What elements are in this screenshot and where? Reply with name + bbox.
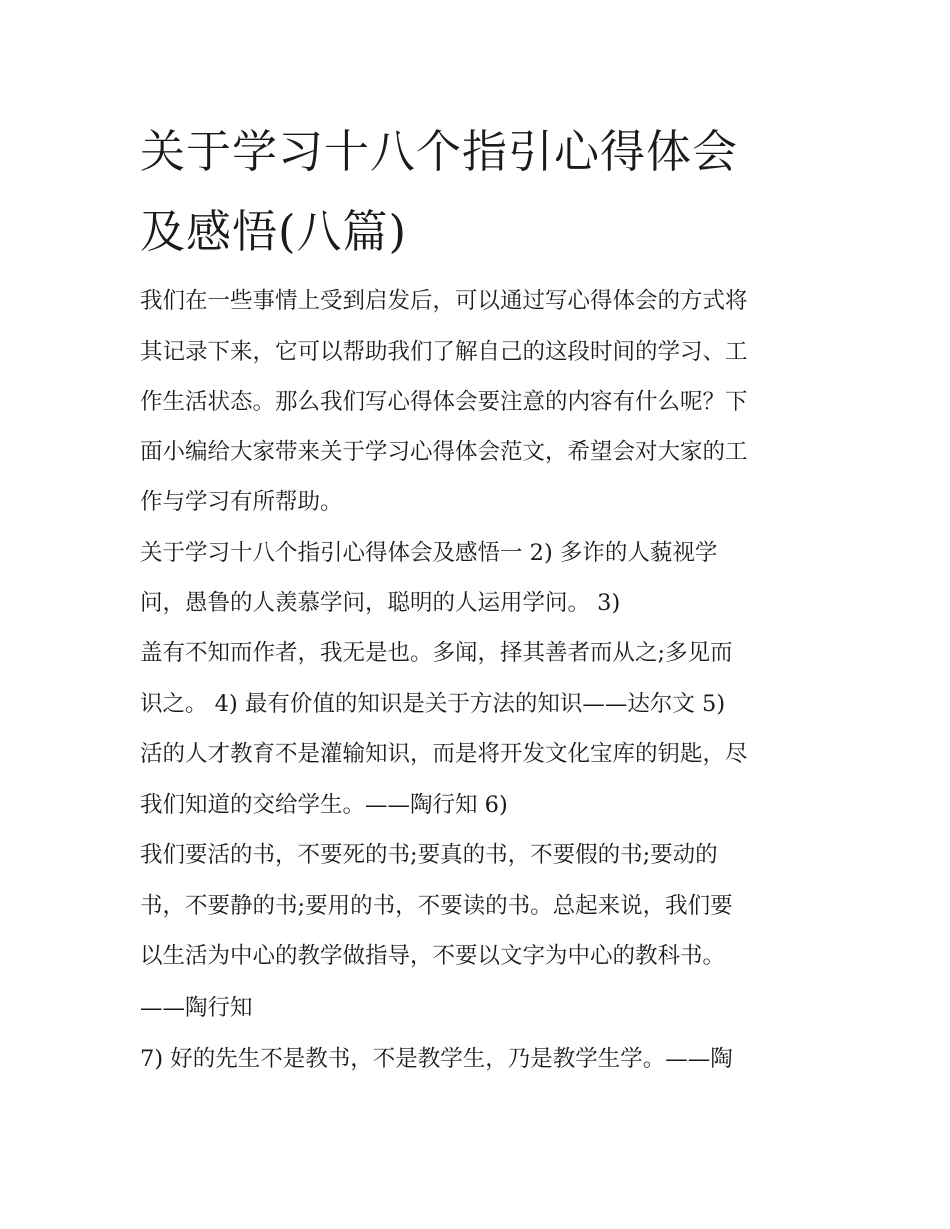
body-text-line: 以生活为中心的教学做指导，不要以文字为中心的教科书。 — [140, 943, 726, 969]
title-line-2: 及感悟(八篇) — [140, 205, 408, 258]
body-text-line: 作生活状态。那么我们写心得体会要注意的内容有什么呢？下 — [140, 389, 748, 415]
body-text-line: 盖有不知而作者，我无是也。多闻，择其善者而从之;多见而 — [140, 640, 733, 666]
body-text-line: 识之。 4) 最有价值的知识是关于方法的知识——达尔文 5) — [140, 691, 726, 717]
body-text-line: 书，不要静的书;要用的书，不要读的书。总起来说，我们要 — [140, 893, 733, 919]
body-text-line: 作与学习有所帮助。 — [140, 489, 343, 515]
body-text-line: 其记录下来，它可以帮助我们了解自己的这段时间的学习、工 — [140, 339, 748, 365]
body-text-line: 我们知道的交给学生。——陶行知 6) — [140, 792, 508, 818]
body-text-line: 活的人才教育不是灌输知识，而是将开发文化宝库的钥匙，尽 — [140, 741, 748, 767]
body-text-line: 面小编给大家带来关于学习心得体会范文，希望会对大家的工 — [140, 439, 748, 465]
body-text-line: 我们要活的书，不要死的书;要真的书，不要假的书;要动的 — [140, 842, 718, 868]
body-text-line: ——陶行知 — [140, 995, 253, 1021]
title-line-1: 关于学习十八个指引心得体会 — [140, 125, 739, 178]
section-heading-line: 关于学习十八个指引心得体会及感悟一 2) 多诈的人藐视学 — [140, 540, 718, 566]
document-title — [140, 112, 820, 272]
body-text-line: 我们在一些事情上受到启发后，可以通过写心得体会的方式将 — [140, 288, 748, 314]
body-text-line: 问，愚鲁的人羡慕学问，聪明的人运用学问。 3) — [140, 590, 621, 616]
body-text-line: 7) 好的先生不是教书，不是教学生，乃是教学生学。——陶 — [140, 1046, 733, 1072]
